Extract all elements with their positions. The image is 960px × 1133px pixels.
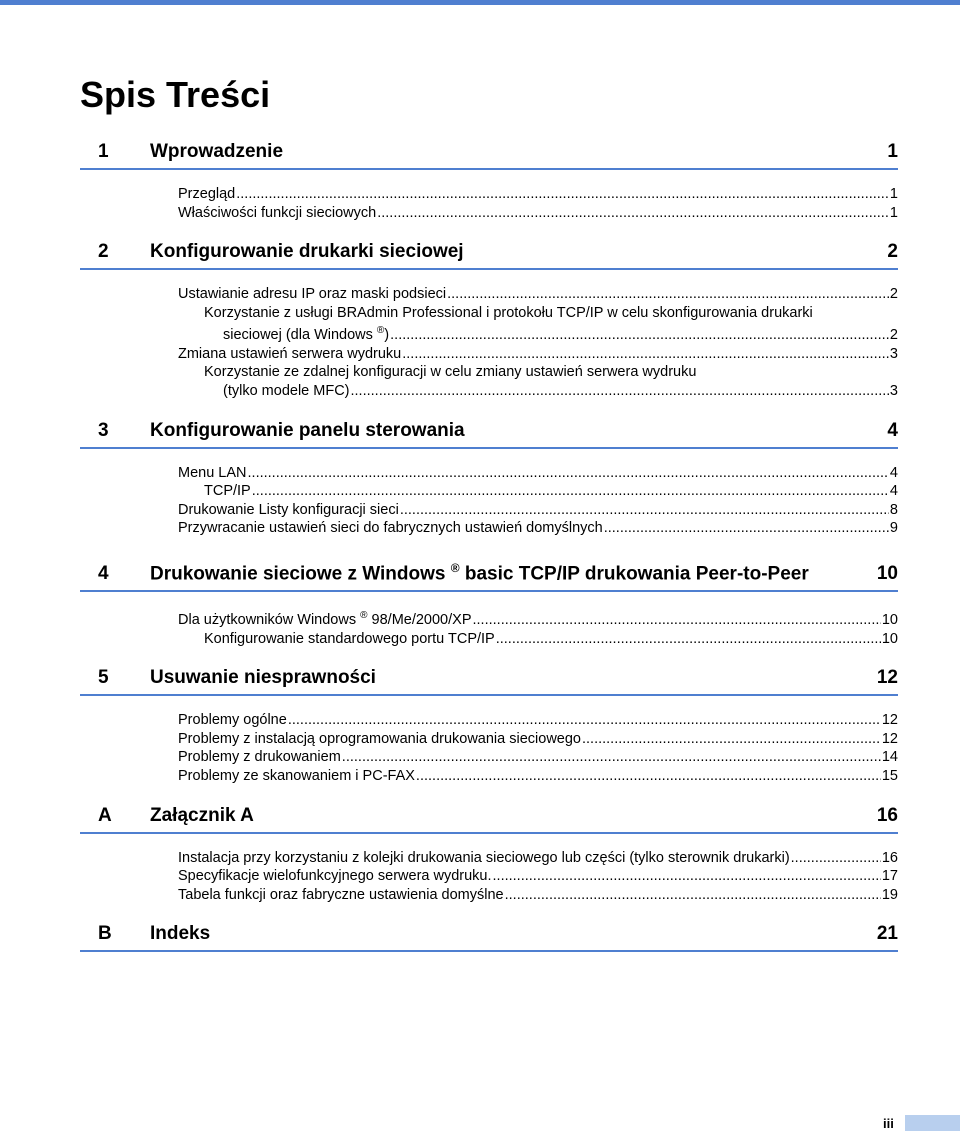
entry-list — [80, 607, 898, 648]
dot-leader — [236, 185, 889, 204]
toc-entry[interactable] — [178, 204, 898, 223]
entry-page: 8 — [889, 501, 898, 518]
chapter-page: 12 — [876, 667, 898, 689]
entry-page: 1 — [889, 186, 898, 202]
chapter-number: 2 — [98, 241, 109, 263]
chapter-number: 3 — [98, 419, 109, 441]
index-b — [80, 922, 898, 952]
toc-entry[interactable] — [178, 886, 898, 905]
chapter-number: 5 — [98, 667, 109, 689]
chapter-4 — [80, 556, 898, 648]
entry-page: 3 — [889, 345, 898, 362]
chapter-3 — [80, 419, 898, 538]
entry-text: Korzystanie z usługi BRAdmin Professional i protokołu TCP/IP w celu skonfigurowania drukarki — [204, 304, 813, 321]
entry-page: 14 — [881, 749, 898, 766]
dot-leader — [351, 382, 889, 401]
chapter-page: 1 — [887, 141, 898, 162]
entry-text: Problemy z instalacją oprogramowania drukowania sieciowego — [178, 730, 581, 747]
chapter-heading[interactable] — [80, 666, 898, 696]
toc-entry[interactable] — [178, 849, 898, 868]
entry-text: Przegląd — [178, 186, 236, 202]
chapter-1 — [80, 140, 898, 222]
entry-page: 10 — [881, 612, 898, 629]
chapter-heading[interactable] — [80, 556, 898, 592]
toc-entry[interactable] — [178, 464, 898, 483]
toc-entry[interactable] — [178, 630, 898, 649]
toc-entry[interactable] — [178, 730, 898, 749]
entry-page: 15 — [881, 768, 898, 785]
chapter-title: Załącznik A — [150, 804, 254, 826]
toc-entry[interactable] — [178, 501, 898, 520]
entry-page: 12 — [881, 712, 898, 729]
dot-leader — [402, 345, 889, 364]
entry-text: Problemy ze skanowaniem i PC-FAX — [178, 768, 415, 785]
entry-page: 1 — [889, 204, 898, 221]
dot-leader — [248, 464, 889, 483]
dot-leader — [496, 630, 881, 649]
chapter-2 — [80, 240, 898, 400]
dot-leader — [604, 519, 889, 538]
chapter-number: B — [98, 923, 112, 945]
appendix-a — [80, 804, 898, 905]
entry-text: Menu LAN — [178, 464, 247, 481]
top-accent-bar — [0, 0, 960, 5]
chapter-page: 21 — [876, 923, 898, 945]
chapter-title: Indeks — [150, 923, 211, 945]
toc-entry[interactable] — [178, 867, 898, 886]
entry-text: Ustawianie adresu IP oraz maski podsieci — [178, 286, 447, 303]
page-number-tab — [905, 1115, 960, 1131]
toc-entry-line1[interactable] — [178, 304, 898, 323]
toc-entry[interactable] — [178, 185, 898, 204]
entry-text: Właściwości funkcji sieciowych — [178, 204, 377, 221]
page-number: iii — [883, 1116, 894, 1131]
entry-text: Korzystanie ze zdalnej konfiguracji w celu zmiany ustawień serwera wydruku — [204, 364, 697, 381]
chapter-page: 16 — [876, 804, 898, 826]
chapter-number: 4 — [98, 563, 109, 585]
entry-text: Konfigurowanie standardowego portu TCP/IP — [204, 630, 495, 647]
entry-page: 16 — [881, 849, 898, 866]
toc-entry[interactable] — [178, 482, 898, 501]
registered-mark: ® — [450, 560, 460, 575]
dot-leader — [473, 611, 881, 630]
chapter-5 — [80, 666, 898, 785]
chapter-page: 10 — [876, 563, 898, 585]
dot-leader — [252, 482, 889, 501]
registered-mark: ® — [376, 325, 385, 337]
entry-list — [80, 711, 898, 785]
entry-text: Tabela funkcji oraz fabryczne ustawienia domyślne — [178, 886, 504, 903]
entry-text: Przywracanie ustawień sieci do fabrycznych ustawień domyślnych — [178, 520, 603, 537]
entry-list — [80, 464, 898, 538]
toc-entry-line1[interactable] — [178, 363, 898, 382]
chapter-title: Konfigurowanie panelu sterowania — [150, 419, 465, 441]
entry-text: Dla użytkowników Windows ® 98/Me/2000/XP — [178, 610, 472, 629]
registered-mark: ® — [360, 610, 368, 622]
dot-leader — [416, 767, 881, 786]
chapter-heading[interactable] — [80, 140, 898, 170]
entry-text: sieciowej (dla Windows ®) — [223, 325, 390, 344]
dot-leader — [400, 501, 889, 520]
dot-leader — [377, 204, 889, 223]
entry-page: 2 — [889, 286, 898, 303]
toc-entry[interactable] — [178, 748, 898, 767]
chapter-title: Usuwanie niesprawności — [150, 667, 376, 689]
dot-leader — [390, 326, 889, 345]
entry-list — [80, 185, 898, 222]
chapter-heading[interactable] — [80, 240, 898, 270]
toc-entry[interactable] — [178, 519, 898, 538]
toc-entry[interactable] — [178, 711, 898, 730]
chapter-page: 4 — [887, 419, 898, 441]
page-title: Spis Treści — [80, 74, 271, 115]
dot-leader — [791, 849, 881, 868]
toc-entry[interactable] — [178, 345, 898, 364]
entry-text: TCP/IP — [204, 483, 251, 500]
entry-page: 9 — [889, 520, 898, 537]
entry-text: Zmiana ustawień serwera wydruku — [178, 345, 402, 362]
entry-page: 2 — [889, 327, 898, 344]
entry-text: Specyfikacje wielofunkcyjnego serwera wydruku. — [178, 868, 492, 885]
toc-entry[interactable] — [178, 285, 898, 304]
chapter-title: Drukowanie sieciowe z Windows ® basic TCP/IP drukowania Peer-to-Peer — [150, 560, 809, 585]
entry-page: 10 — [881, 630, 898, 647]
entry-text: Problemy ogólne — [178, 712, 287, 729]
dot-leader — [505, 886, 881, 905]
toc-entry[interactable] — [178, 767, 898, 786]
dot-leader — [288, 711, 881, 730]
entry-page: 4 — [889, 464, 898, 481]
chapter-heading[interactable] — [80, 419, 898, 449]
entry-list — [80, 285, 898, 400]
entry-page: 17 — [881, 868, 898, 885]
chapter-title: Wprowadzenie — [150, 141, 284, 162]
toc-entry-line2[interactable] — [178, 382, 898, 401]
entry-page: 19 — [881, 886, 898, 903]
chapter-page: 2 — [887, 241, 898, 263]
entry-list — [80, 849, 898, 905]
chapter-heading[interactable] — [80, 922, 898, 952]
entry-page: 12 — [881, 730, 898, 747]
toc-entry-line2[interactable] — [178, 322, 898, 344]
dot-leader — [342, 748, 881, 767]
table-of-contents — [80, 140, 898, 970]
dot-leader — [582, 730, 881, 749]
entry-text: Drukowanie Listy konfiguracji sieci — [178, 501, 399, 518]
chapter-number: 1 — [98, 141, 109, 162]
dot-leader — [447, 285, 889, 304]
chapter-heading[interactable] — [80, 804, 898, 834]
chapter-number: A — [98, 804, 112, 826]
toc-entry[interactable] — [178, 607, 898, 629]
chapter-title: Konfigurowanie drukarki sieciowej — [150, 241, 464, 263]
entry-page: 3 — [889, 382, 898, 399]
entry-page: 4 — [889, 483, 898, 500]
entry-text: Instalacja przy korzystaniu z kolejki drukowania sieciowego lub części (tylko sterownik drukarki) — [178, 849, 790, 866]
entry-text: (tylko modele MFC) — [223, 382, 350, 399]
entry-text: Problemy z drukowaniem — [178, 749, 341, 766]
dot-leader — [493, 867, 881, 886]
